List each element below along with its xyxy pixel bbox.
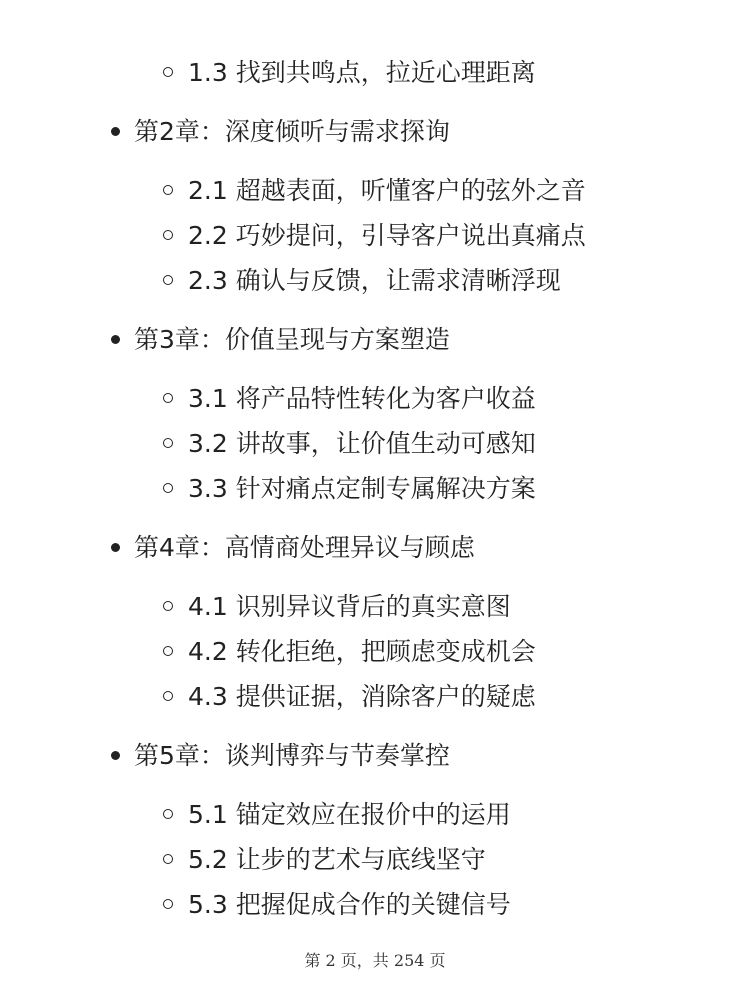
- circle-bullet-icon: [163, 809, 173, 819]
- toc-section-4-1: [0, 584, 750, 629]
- toc-chapter-label: 第3章：价值呈现与方案塑造: [134, 325, 450, 354]
- toc-section-5-3: [0, 882, 750, 927]
- toc-section-5-2: [0, 837, 750, 882]
- toc-section-2-3: [0, 258, 750, 303]
- toc-section-label: 5.1 锚定效应在报价中的运用: [188, 800, 511, 829]
- circle-bullet-icon: [163, 438, 173, 448]
- toc-chapter-label: 第4章：高情商处理异议与顾虑: [134, 533, 475, 562]
- disc-bullet-icon: [111, 751, 120, 760]
- toc-chapter-5: [0, 733, 750, 778]
- disc-bullet-icon: [111, 127, 120, 136]
- toc-section-label: 2.1 超越表面，听懂客户的弦外之音: [188, 176, 586, 205]
- toc-section-label: 3.2 讲故事，让价值生动可感知: [188, 429, 536, 458]
- circle-bullet-icon: [163, 691, 173, 701]
- toc-section-2-2: [0, 213, 750, 258]
- toc-section-label: 4.1 识别异议背后的真实意图: [188, 592, 511, 621]
- toc-section-label: 4.2 转化拒绝，把顾虑变成机会: [188, 637, 536, 666]
- toc-section-4-3: [0, 674, 750, 719]
- toc-chapter-3: [0, 317, 750, 362]
- circle-bullet-icon: [163, 646, 173, 656]
- toc-section-label: 4.3 提供证据，消除客户的疑虑: [188, 682, 536, 711]
- toc-chapter-label: 第5章：谈判博弈与节奏掌控: [134, 741, 450, 770]
- toc-chapter-4: [0, 525, 750, 570]
- toc-section-3-1: [0, 376, 750, 421]
- toc-chapter-label: 第2章：深度倾听与需求探询: [134, 117, 450, 146]
- toc-section-4-2: [0, 629, 750, 674]
- circle-bullet-icon: [163, 899, 173, 909]
- toc-section-3-2: [0, 421, 750, 466]
- circle-bullet-icon: [163, 185, 173, 195]
- toc-section-label: 3.1 将产品特性转化为客户收益: [188, 384, 536, 413]
- page-number: 第 2 页，共 254 页: [304, 951, 446, 970]
- toc-section-label: 2.3 确认与反馈，让需求清晰浮现: [188, 266, 561, 295]
- circle-bullet-icon: [163, 601, 173, 611]
- toc-section-1-3: [0, 50, 750, 95]
- table-of-contents: [0, 50, 750, 927]
- toc-section-label: 5.2 让步的艺术与底线坚守: [188, 845, 486, 874]
- toc-section-label: 1.3 找到共鸣点，拉近心理距离: [188, 58, 536, 87]
- circle-bullet-icon: [163, 854, 173, 864]
- circle-bullet-icon: [163, 483, 173, 493]
- toc-section-label: 3.3 针对痛点定制专属解决方案: [188, 474, 536, 503]
- toc-section-5-1: [0, 792, 750, 837]
- disc-bullet-icon: [111, 543, 120, 552]
- circle-bullet-icon: [163, 230, 173, 240]
- circle-bullet-icon: [163, 275, 173, 285]
- toc-section-3-3: [0, 466, 750, 511]
- disc-bullet-icon: [111, 335, 120, 344]
- circle-bullet-icon: [163, 393, 173, 403]
- circle-bullet-icon: [163, 67, 173, 77]
- toc-section-label: 2.2 巧妙提问，引导客户说出真痛点: [188, 221, 586, 250]
- toc-chapter-2: [0, 109, 750, 154]
- toc-section-2-1: [0, 168, 750, 213]
- toc-section-label: 5.3 把握促成合作的关键信号: [188, 890, 511, 919]
